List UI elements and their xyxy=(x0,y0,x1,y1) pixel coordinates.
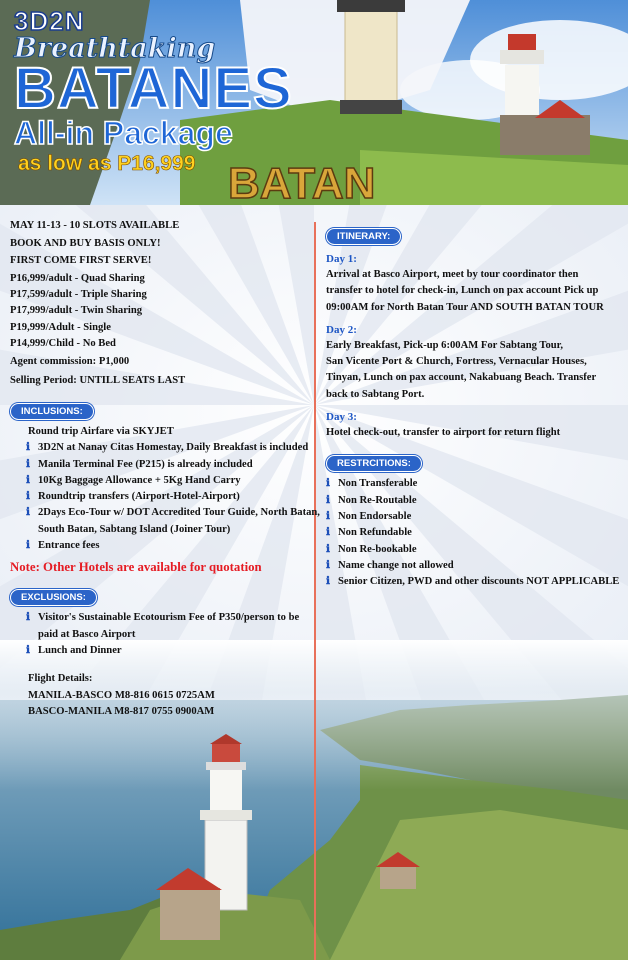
book-basis-line: BOOK AND BUY BASIS ONLY! xyxy=(10,238,161,250)
list-item: ℹ Lunch and Dinner xyxy=(26,643,310,659)
list-item: ℹ Non Re-Routable xyxy=(326,493,622,509)
rate-single: P19,999/Adult - Single xyxy=(10,321,111,333)
list-item: ℹ Name change not allowed xyxy=(326,558,622,574)
exclusions-badge: EXCLUSIONS: xyxy=(10,589,97,606)
itinerary-badge: ITINERARY: xyxy=(326,228,401,245)
left-column xyxy=(10,218,320,720)
inclusions-list xyxy=(10,424,320,554)
list-item: ℹ Visitor's Sustainable Ecotourism Fee of P350/person to be xyxy=(26,610,310,626)
day2-line: Early Breakfast, Pick-up 6:00AM For Sabtang Tour, xyxy=(326,339,564,351)
day1-line: transfer to hotel for check-in, Lunch on pax account Pick up xyxy=(326,285,599,297)
price-headline: as low as P16,999 xyxy=(18,152,196,175)
info-icon: ℹ xyxy=(26,474,31,486)
info-icon: ℹ xyxy=(326,510,331,522)
duration-title: 3D2N xyxy=(14,6,85,36)
day2-line: Tinyan, Lunch on pax account, Nakabuang Beach. Transfer xyxy=(326,372,597,384)
flight-return: BASCO-MANILA M8-817 0755 0900AM xyxy=(28,705,215,717)
list-item: ℹ Manila Terminal Fee (P215) is already included xyxy=(26,457,310,473)
flight-title: Flight Details: xyxy=(28,673,93,685)
day2-line: back to Sabtang Port. xyxy=(326,388,425,400)
info-icon: ℹ xyxy=(326,559,331,571)
agent-commission: Agent commission: P1,000 xyxy=(10,356,130,368)
selling-period: Selling Period: UNTILL SEATS LAST xyxy=(10,374,186,386)
list-item: ℹ Senior Citizen, PWD and other discounts NOT APPLICABLE xyxy=(326,574,622,590)
list-item: ℹ Entrance fees xyxy=(26,538,310,554)
list-item: ℹ Non Transferable xyxy=(326,476,622,492)
info-icon: ℹ xyxy=(26,540,31,552)
list-item-continued: paid at Basco Airport xyxy=(38,628,136,640)
day2-title: Day 2: xyxy=(326,323,357,336)
list-item: ℹ Non Endorsable xyxy=(326,509,622,525)
list-item: ℹ Roundtrip transfers (Airport-Hotel-Airport) xyxy=(26,489,310,505)
list-item: ℹ 3D2N at Nanay Citas Homestay, Daily Breakfast is included xyxy=(26,440,310,456)
list-item: ℹ Non Re-bookable xyxy=(326,542,622,558)
rate-child: P14,999/Child - No Bed xyxy=(10,338,116,350)
info-icon: ℹ xyxy=(26,491,31,503)
info-icon: ℹ xyxy=(326,478,331,490)
tagline: Breathtaking xyxy=(14,33,216,64)
list-item: ℹ 2Days Eco-Tour w/ DOT Accredited Tour Guide, North Batan, xyxy=(26,505,310,521)
info-icon: ℹ xyxy=(26,442,31,454)
day3-line: Hotel check-out, transfer to airport for return flight xyxy=(326,427,561,439)
restrictions-list xyxy=(326,476,622,590)
destination-title: BATANES xyxy=(14,56,293,121)
rate-triple: P17,599/adult - Triple Sharing xyxy=(10,289,147,301)
first-come-line: FIRST COME FIRST SERVE! xyxy=(10,254,152,266)
day1-line: Arrival at Basco Airport, meet by tour coordinator then xyxy=(326,269,579,280)
day1-title: Day 1: xyxy=(326,253,357,265)
slots-line: MAY 11-13 - 10 SLOTS AVAILABLE xyxy=(10,220,180,231)
right-column xyxy=(326,228,622,590)
day3-title: Day 3: xyxy=(326,411,357,424)
info-icon: ℹ xyxy=(326,494,331,506)
flight-details xyxy=(10,671,310,720)
inclusions-badge: INCLUSIONS: xyxy=(10,403,94,420)
day1-line: 09:00AM for North Batan Tour AND SOUTH BATAN TOUR xyxy=(326,301,604,313)
column-divider xyxy=(314,222,316,960)
rates-list xyxy=(10,271,310,352)
rate-quad: P16,999/adult - Quad Sharing xyxy=(10,272,145,284)
list-item: ℹ Non Refundable xyxy=(326,525,622,541)
info-icon: ℹ xyxy=(326,543,331,555)
info-icon: ℹ xyxy=(26,458,31,470)
info-icon: ℹ xyxy=(326,576,331,588)
info-icon: ℹ xyxy=(326,527,331,539)
restrictions-badge: RESTRCITIONS: xyxy=(326,455,422,472)
exclusions-list xyxy=(10,610,310,659)
flight-outbound: MANILA-BASCO M8-816 0615 0725AM xyxy=(28,689,215,701)
hotels-note: Note: Other Hotels are available for quotation xyxy=(10,560,262,575)
hero-banner xyxy=(0,0,628,205)
package-title: All-in Package xyxy=(14,115,233,151)
list-item-continued: South Batan, Sabtang Island (Joiner Tour) xyxy=(38,523,231,535)
info-icon: ℹ xyxy=(26,507,31,519)
day2-line: San Vicente Port & Church, Fortress, Vernacular Houses, xyxy=(326,356,587,368)
batan-sign: BATAN xyxy=(228,159,376,205)
info-icon: ℹ xyxy=(26,612,31,624)
info-icon: ℹ xyxy=(26,644,31,656)
list-item: ℹ 10Kg Baggage Allowance + 5Kg Hand Carry xyxy=(26,473,310,489)
rate-twin: P17,999/adult - Twin Sharing xyxy=(10,305,143,317)
inclusion-airfare: Round trip Airfare via SKYJET xyxy=(28,425,174,437)
